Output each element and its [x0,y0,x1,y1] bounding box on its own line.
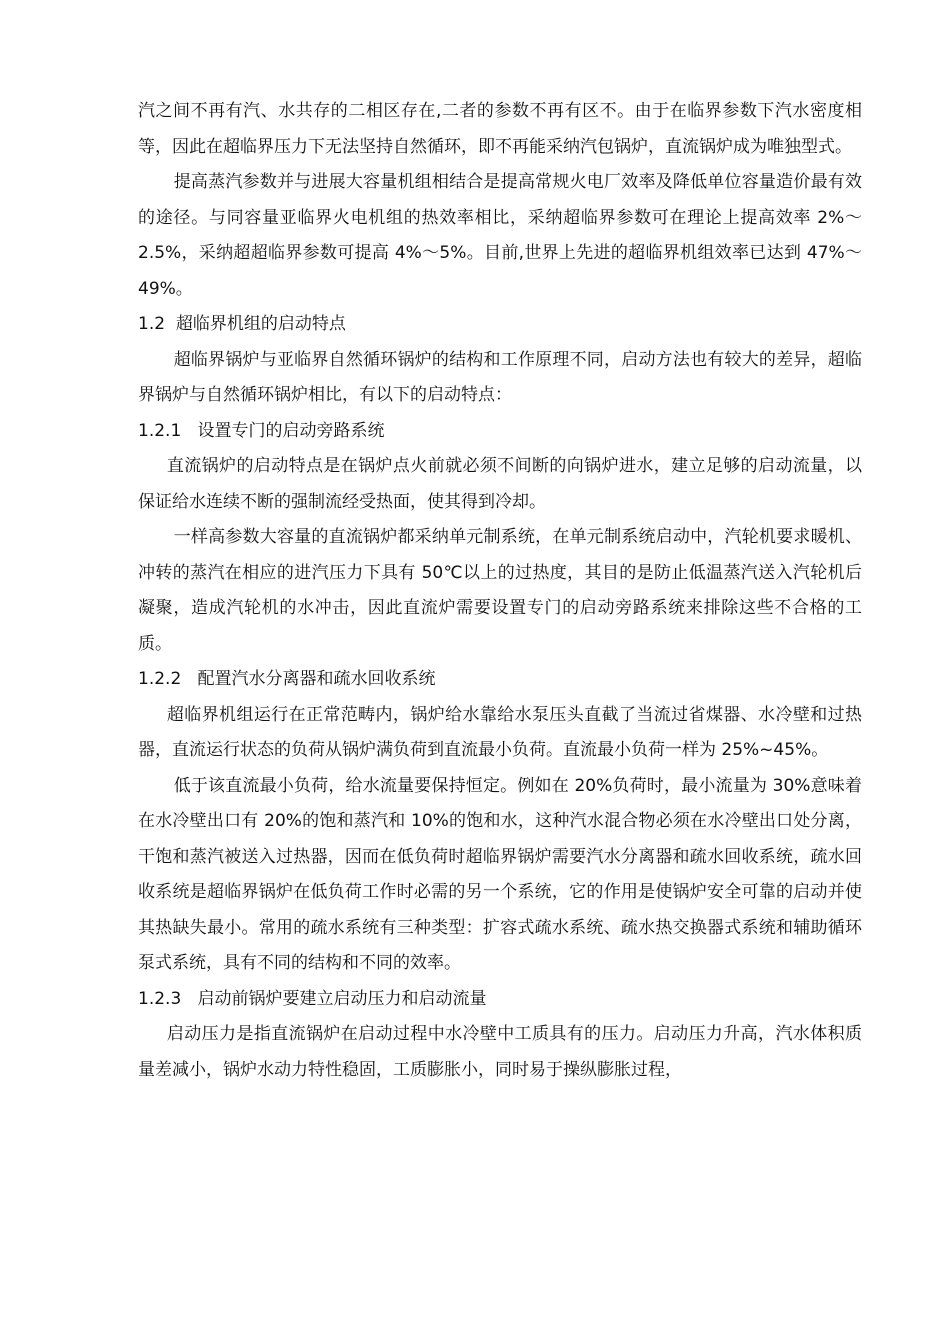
paragraph: 汽之间不再有汽、水共存的二相区存在,二者的参数不再有区不。由于在临界参数下汽水密度相等，因此在超临界压力下无法坚持自然循环，即不再能采纳汽包锅炉，直流锅炉成为唯独型式。 [138,101,862,157]
section-heading: 1.2 超临界机组的启动特点 [138,314,346,334]
paragraph: 提高蒸汽参数并与进展大容量机组相结合是提高常规火电厂效率及降低单位容量造价最有效的途径。与同容量亚临界火电机组的热效率相比，采纳超临界参数可在理论上提高效率 2%～2.5%，采纳超超临界参数可提高 4%～5%。目前,世界上先进的超临界机组效率已达到 47%～49%。 [138,172,862,299]
subsection-heading: 1.2.3 启动前锅炉要建立启动压力和启动流量 [138,988,487,1009]
paragraph: 启动压力是指直流锅炉在启动过程中水冷壁中工质具有的压力。启动压力升高，汽水体积质量差减小，锅炉水动力特性稳固，工质膨胀小，同时易于操纵膨胀过程， [138,1024,862,1080]
paragraph: 低于该直流最小负荷，给水流量要保持恒定。例如在 20%负荷时，最小流量为 30%意味着在水冷壁出口有 20%的饱和蒸汽和 10%的饱和水，这种汽水混合物必须在水冷壁出口处分离，干饱和蒸汽被送入过热器，因而在低负荷时超临界锅炉需要汽水分离器和疏水回收系统，疏水回收系统是超临界锅炉在低负荷工作时必需的另一个系统，它的作用是使锅炉安全可靠的启动并使其热缺失最小。常用的疏水系统有三种类型：扩容式疏水系统、疏水热交换器式系统和辅助循环泵式系统，具有不同的结构和不同的效率。 [138,775,862,973]
subsection-heading: 1.2.2 配置汽水分离器和疏水回收系统 [138,669,436,689]
document-body [138,94,862,1088]
subsection-heading: 1.2.1 设置专门的启动旁路系统 [138,420,385,441]
paragraph: 超临界锅炉与亚临界自然循环锅炉的结构和工作原理不同，启动方法也有较大的差异，超临界锅炉与自然循环锅炉相比，有以下的启动特点： [138,349,862,405]
paragraph: 直流锅炉的启动特点是在锅炉点火前就必须不间断的向锅炉进水，建立足够的启动流量，以保证给水连续不断的强制流经受热面，使其得到冷却。 [138,456,862,512]
paragraph: 超临界机组运行在正常范畴内，锅炉给水靠给水泵压头直截了当流过省煤器、水冷壁和过热器，直流运行状态的负荷从锅炉满负荷到直流最小负荷。直流最小负荷一样为 25%~45%。 [138,704,862,760]
paragraph: 一样高参数大容量的直流锅炉都采纳单元制系统，在单元制系统启动中，汽轮机要求暖机、冲转的蒸汽在相应的进汽压力下具有 50℃以上的过热度，其目的是防止低温蒸汽送入汽轮机后凝聚，造成汽轮机的水冲击，因此直流炉需要设置专门的启动旁路系统来排除这些不合格的工质。 [138,527,862,654]
